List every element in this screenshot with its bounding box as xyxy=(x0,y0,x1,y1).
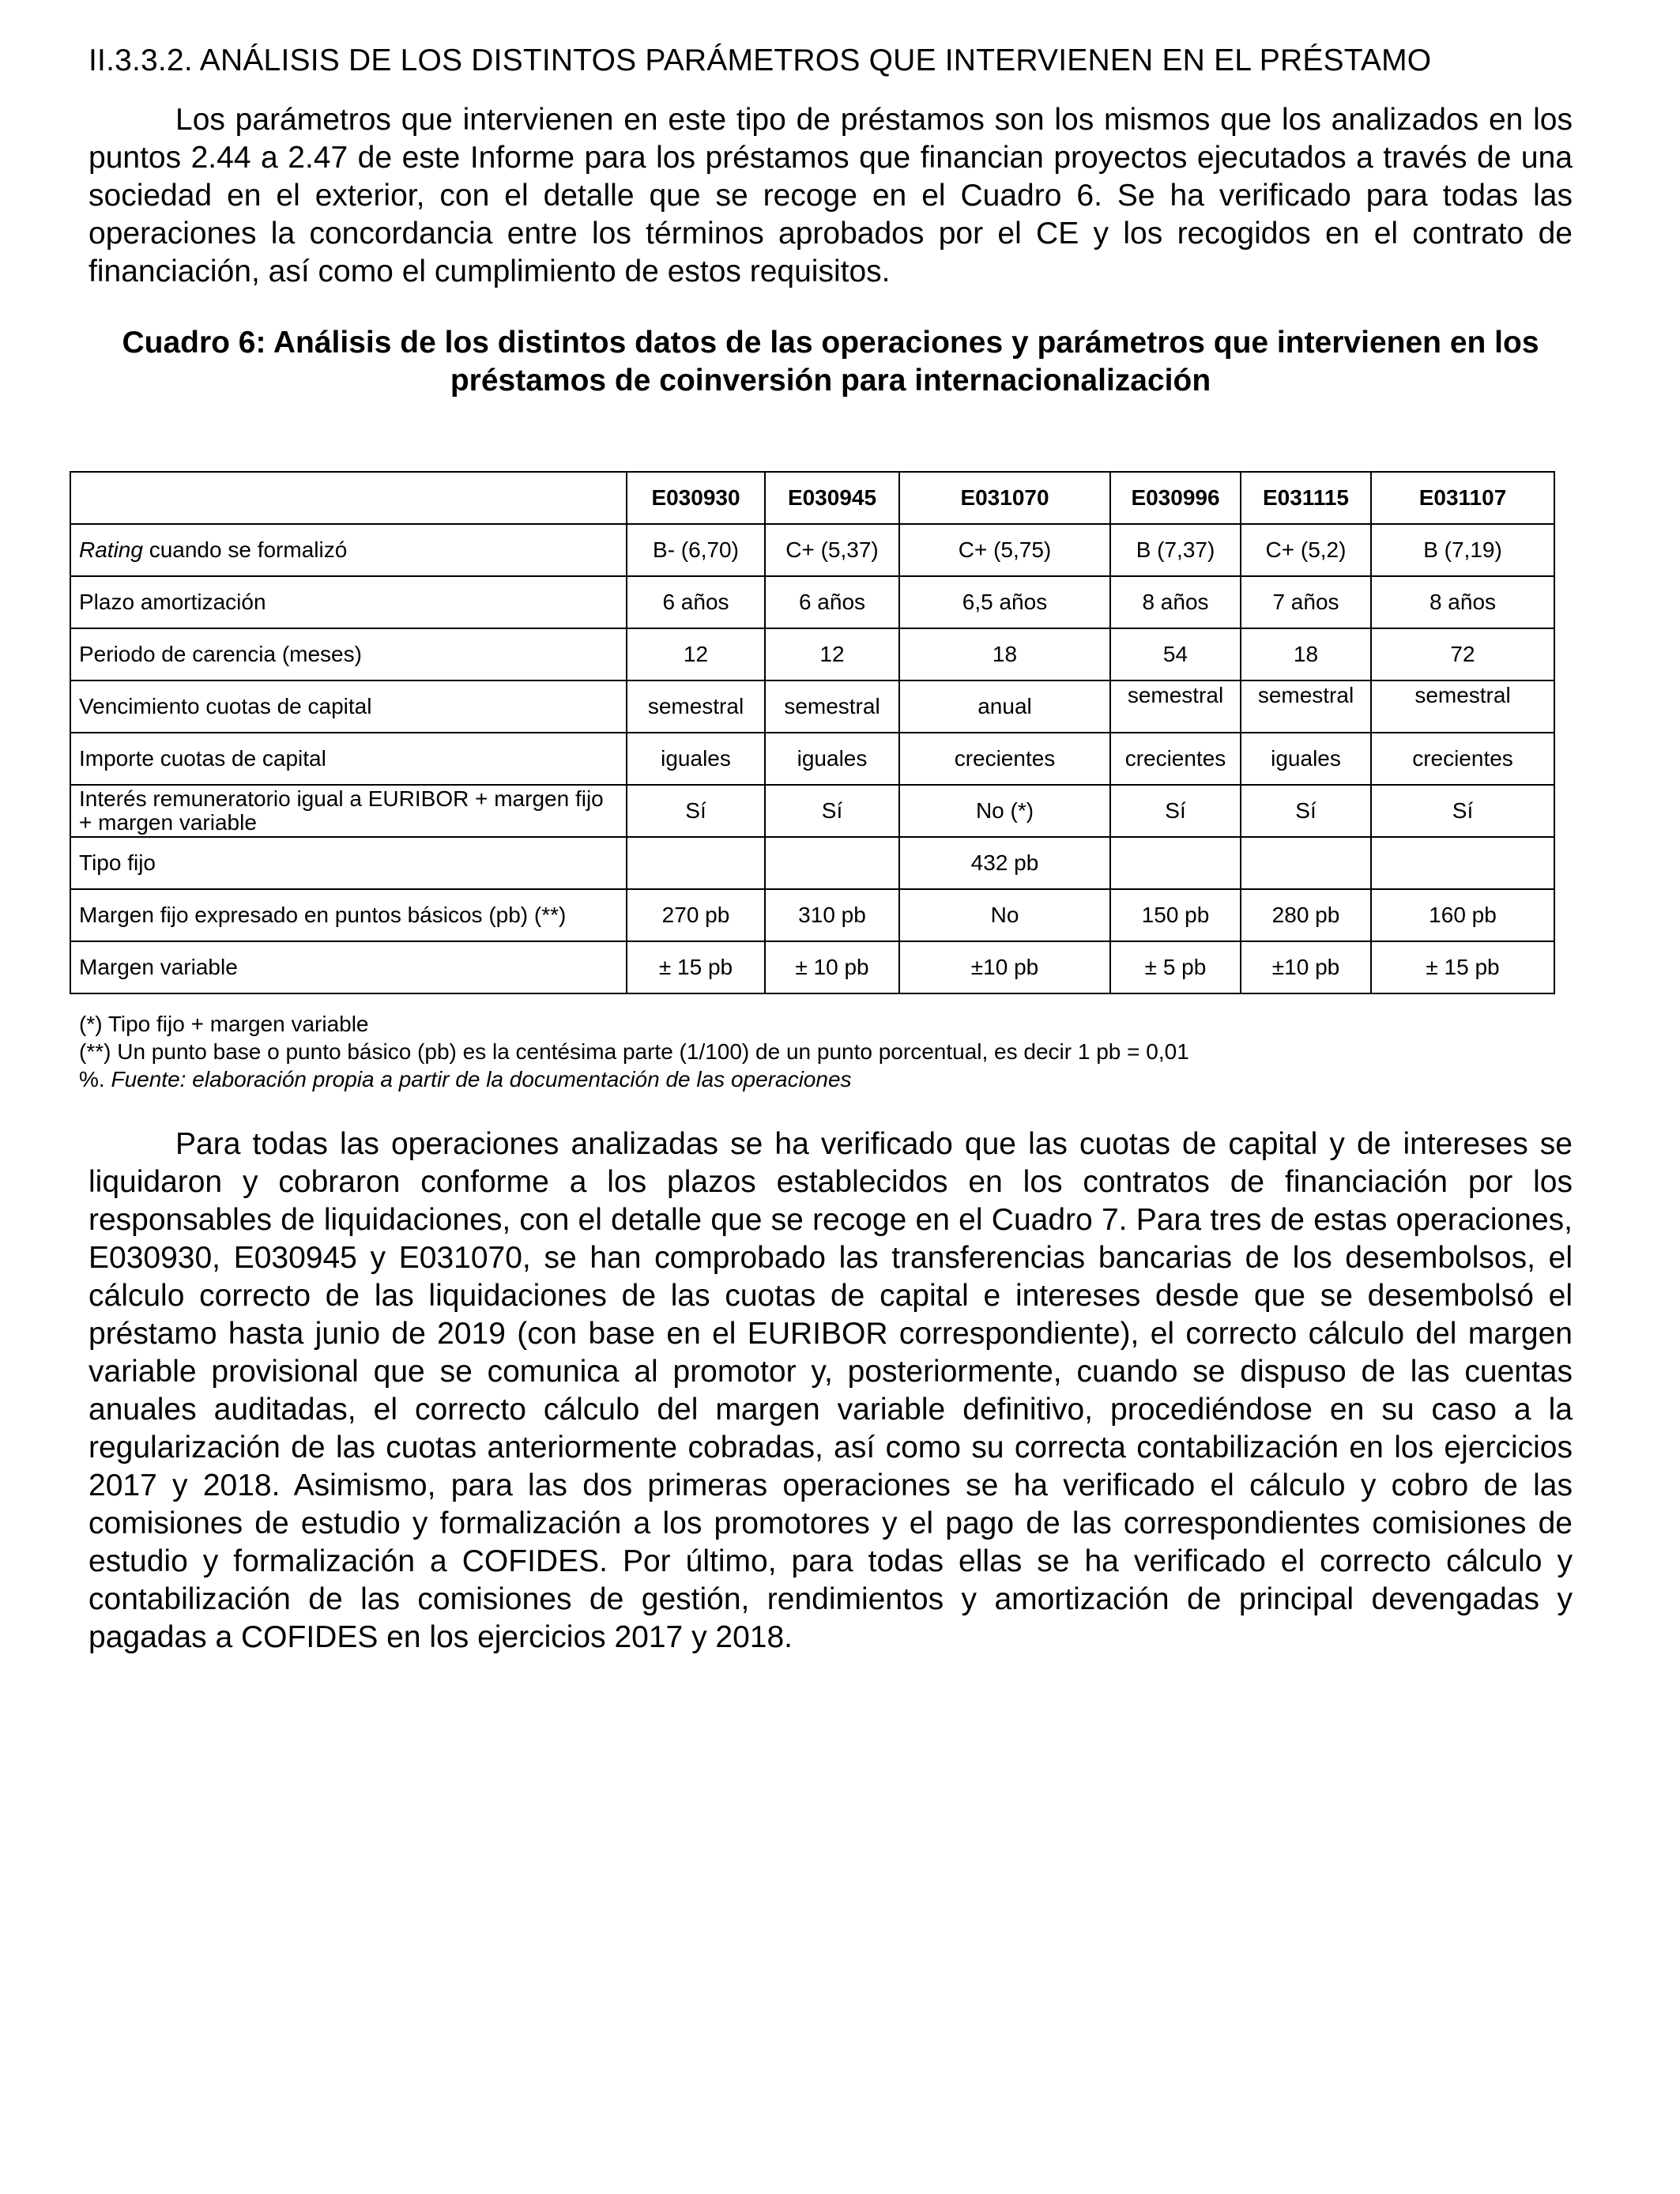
table-cell: 270 pb xyxy=(627,889,765,941)
row-label: Importe cuotas de capital xyxy=(70,733,627,785)
table-cell: crecientes xyxy=(1110,733,1241,785)
table-cell: ± 15 pb xyxy=(1371,941,1554,993)
footnote: (**) Un punto base o punto básico (pb) es la centésima parte (1/100) de un punto porcentual, es decir 1 pb = 0,01 xyxy=(79,1039,1189,1064)
table-cell: C+ (5,75) xyxy=(899,524,1110,576)
table-row xyxy=(70,837,1554,889)
table-row xyxy=(70,733,1554,785)
table-cell: 432 pb xyxy=(899,837,1110,889)
table-cell: C+ (5,2) xyxy=(1241,524,1371,576)
table-cell xyxy=(627,837,765,889)
table-cell xyxy=(1371,837,1554,889)
source-text: Fuente: elaboración propia a partir de la documentación de las operaciones xyxy=(111,1067,852,1091)
table-cell: anual xyxy=(899,680,1110,733)
table-cell: 280 pb xyxy=(1241,889,1371,941)
table-cell: Sí xyxy=(1241,785,1371,837)
column-header: E031107 xyxy=(1371,472,1554,524)
table-row xyxy=(70,941,1554,993)
cell-text: semestral xyxy=(1127,683,1224,707)
table-cell: ± 5 pb xyxy=(1110,941,1241,993)
table-cell: 12 xyxy=(627,628,765,680)
table-cell: 8 años xyxy=(1110,576,1241,628)
table-notes xyxy=(79,1010,1554,1093)
table-cell: 18 xyxy=(1241,628,1371,680)
table-row xyxy=(70,785,1554,837)
table-cell: semestral xyxy=(627,680,765,733)
row-label: Margen fijo expresado en puntos básicos (pb) (**) xyxy=(70,889,627,941)
row-label: Periodo de carencia (meses) xyxy=(70,628,627,680)
row-label: Interés remuneratorio igual a EURIBOR + margen fijo + margen variable xyxy=(70,785,627,837)
parameters-table xyxy=(70,471,1555,994)
table-cell xyxy=(765,837,899,889)
table-row xyxy=(70,889,1554,941)
table-cell: C+ (5,37) xyxy=(765,524,899,576)
table-cell xyxy=(1241,680,1371,733)
table-cell: semestral xyxy=(765,680,899,733)
intro-paragraph: Los parámetros que intervienen en este tipo de préstamos son los mismos que los analizados en los puntos 2.44 a 2.47 de este Informe para los préstamos que financian proyectos ejecutados a través de una sociedad en el exterior, con el detalle que se recoge en el Cuadro 6. Se ha verificado para todas las operaciones la concordancia entre los términos aprobados por el CE y los recogidos en el contrato de financiación, así como el cumplimiento de estos requisitos. xyxy=(89,103,1573,288)
table-row xyxy=(70,576,1554,628)
table-cell: 160 pb xyxy=(1371,889,1554,941)
table-cell xyxy=(1110,680,1241,733)
header-empty xyxy=(70,472,627,524)
rating-label-italic: Rating xyxy=(79,537,143,562)
row-label: Tipo fijo xyxy=(70,837,627,889)
table-cell: 310 pb xyxy=(765,889,899,941)
column-header: E030930 xyxy=(627,472,765,524)
table-cell: iguales xyxy=(765,733,899,785)
rating-label-rest: cuando se formalizó xyxy=(142,537,348,562)
section-heading: II.3.3.2. ANÁLISIS DE LOS DISTINTOS PARÁMETROS QUE INTERVIENEN EN EL PRÉSTAMO xyxy=(89,43,1432,77)
table-cell: iguales xyxy=(1241,733,1371,785)
table-cell: 6 años xyxy=(627,576,765,628)
table-cell: ± 15 pb xyxy=(627,941,765,993)
table-row xyxy=(70,680,1554,733)
table-cell: Sí xyxy=(627,785,765,837)
table-cell: ±10 pb xyxy=(899,941,1110,993)
table-cell: B- (6,70) xyxy=(627,524,765,576)
table-cell: iguales xyxy=(627,733,765,785)
table-cell: 6,5 años xyxy=(899,576,1110,628)
table-cell: 72 xyxy=(1371,628,1554,680)
cell-text: semestral xyxy=(1257,683,1354,707)
table-cell: No (*) xyxy=(899,785,1110,837)
column-header: E030996 xyxy=(1110,472,1241,524)
table-cell: ± 10 pb xyxy=(765,941,899,993)
row-label xyxy=(70,524,627,576)
column-header: E031070 xyxy=(899,472,1110,524)
table-cell: 150 pb xyxy=(1110,889,1241,941)
table-cell: Sí xyxy=(1110,785,1241,837)
table-cell xyxy=(1241,837,1371,889)
table-cell: Sí xyxy=(1371,785,1554,837)
table-cell: 54 xyxy=(1110,628,1241,680)
row-label: Plazo amortización xyxy=(70,576,627,628)
page-body xyxy=(89,41,1573,400)
table-cell: 8 años xyxy=(1371,576,1554,628)
table-row xyxy=(70,628,1554,680)
table-cell: 12 xyxy=(765,628,899,680)
table-cell: B (7,37) xyxy=(1110,524,1241,576)
table-cell: 7 años xyxy=(1241,576,1371,628)
footnote: (*) Tipo fijo + margen variable xyxy=(79,1012,369,1036)
source-prefix: %. xyxy=(79,1067,111,1091)
table-cell: ±10 pb xyxy=(1241,941,1371,993)
column-header: E031115 xyxy=(1241,472,1371,524)
table-row xyxy=(70,524,1554,576)
table-cell xyxy=(1110,837,1241,889)
table-cell: Sí xyxy=(765,785,899,837)
table-cell: 6 años xyxy=(765,576,899,628)
table-cell: crecientes xyxy=(899,733,1110,785)
column-header: E030945 xyxy=(765,472,899,524)
table-cell: B (7,19) xyxy=(1371,524,1554,576)
row-label: Vencimiento cuotas de capital xyxy=(70,680,627,733)
table-cell: 18 xyxy=(899,628,1110,680)
table-header-row xyxy=(70,472,1554,524)
table-cell: No xyxy=(899,889,1110,941)
table-caption: Cuadro 6: Análisis de los distintos datos de las operaciones y parámetros que intervienen en los préstamos de coinversión para internacionalización xyxy=(122,326,1539,398)
table-cell: crecientes xyxy=(1371,733,1554,785)
source-note xyxy=(79,1065,1554,1093)
verification-paragraph: Para todas las operaciones analizadas se ha verificado que las cuotas de capital y de intereses se liquidaron y cobraron conforme a los plazos establecidos en los contratos de financiación por los responsables de liquidaciones, con el detalle que se recoge en el Cuadro 7. Para tres de estas operaciones, E030930, E030945 y E031070, se han comprobado las transferencias bancarias de los desembolsos, el cálculo correcto de las liquidaciones de las cuotas de capital e intereses desde que se desembolsó el préstamo hasta junio de 2019 (con base en el EURIBOR correspondiente), el correcto cálculo del margen variable provisional que se comunica al promotor y, posteriormente, cuando se dispuso de las cuentas anuales auditadas, el correcto cálculo del margen variable definitivo, procediéndose en su caso a la regularización de las cuotas anteriormente cobradas, así como su correcta contabilización en los ejercicios 2017 y 2018. Asimismo, para las dos primeras operaciones se ha verificado el cálculo y cobro de las comisiones de estudio y formalización a los promotores y el pago de las correspondientes comisiones de estudio y formalización a COFIDES. Por último, para todas ellas se ha verificado el correcto cálculo y contabilización de las comisiones de gestión, rendimientos y amortización de principal devengadas y pagadas a COFIDES en los ejercicios 2017 y 2018. xyxy=(89,1127,1573,1654)
cell-text: semestral xyxy=(1414,683,1511,707)
table-cell xyxy=(1371,680,1554,733)
row-label: Margen variable xyxy=(70,941,627,993)
